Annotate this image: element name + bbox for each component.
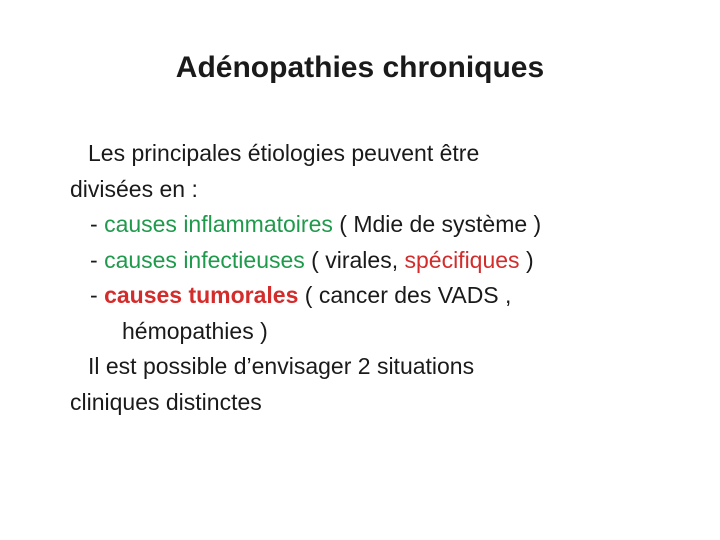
item-label-inflammatory: causes inflammatoires [104, 211, 333, 237]
intro-line-2: divisées en : [70, 175, 198, 202]
slide-body [70, 136, 700, 420]
list-dash: - [90, 246, 105, 273]
item-detail-specific: spécifiques [404, 246, 520, 273]
slide-title: Adénopathies chroniques [175, 51, 545, 84]
item-detail-inflammatory: ( Mdie de système ) [332, 211, 542, 237]
item-detail-infectious-close: ) [519, 246, 534, 273]
item-label-tumoral: causes tumorales [104, 282, 299, 308]
item-label-infectious: causes infectieuses [104, 246, 305, 273]
list-item-tumoral [70, 278, 700, 314]
list-item-infectious [70, 243, 700, 279]
item-detail-tumoral-continued: hémopathies ) [122, 317, 268, 344]
outro-line-1: Il est possible d’envisager 2 situations [88, 353, 475, 379]
list-item-inflammatory [70, 207, 700, 243]
item-detail-tumoral: ( cancer des VADS , [298, 282, 512, 308]
list-dash: - [90, 211, 105, 237]
item-detail-infectious-open: ( virales, [304, 246, 405, 273]
outro-line-2: cliniques distinctes [70, 388, 262, 415]
list-dash: - [90, 282, 105, 308]
intro-line-1: Les principales étiologies peuvent être [88, 140, 480, 166]
